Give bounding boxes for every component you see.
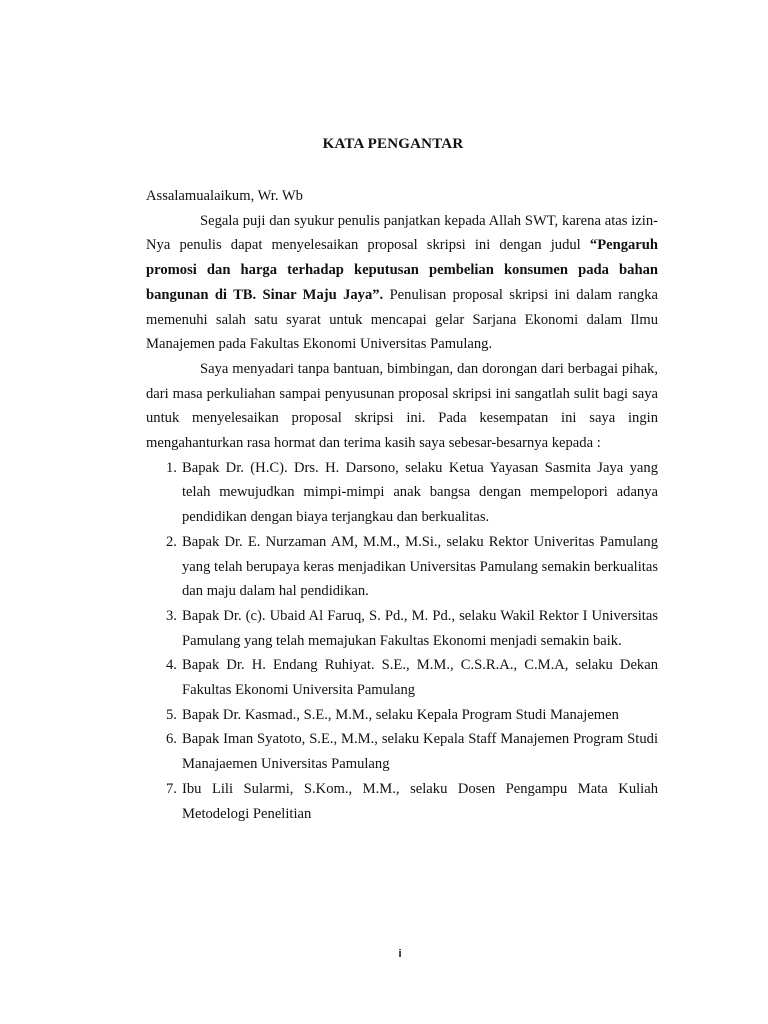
paragraph-1 — [146, 209, 658, 357]
list-item: 2. Bapak Dr. E. Nurzaman AM, M.M., M.Si., selaku Rektor Univeritas Pamulang yang telah berupaya keras menjadikan Universitas Pamulang semakin berkualitas dan maju dalam hal pendidikan. — [166, 533, 658, 600]
document-body — [146, 184, 658, 826]
list-item: 3. Bapak Dr. (c). Ubaid Al Faruq, S. Pd., M. Pd., selaku Wakil Rektor I Universitas Pamulang yang telah memajukan Fakultas Ekonomi menjadi semakin baik. — [166, 607, 658, 649]
list-text: Bapak Dr. E. Nurzaman AM, M.M., M.Si., selaku Rektor Univeritas Pamulang yang telah berupaya keras menjadikan Universitas Pamulang semakin berkualitas dan maju dalam hal pendidikan. — [182, 533, 658, 600]
list-item: 1. Bapak Dr. (H.C). Drs. H. Darsono, selaku Ketua Yayasan Sasmita Jaya yang telah mewujudkan mimpi-mimpi anak bangsa dengan mempelopori adanya pendidikan dengan biaya terjangkau dan berkualitas. — [166, 459, 658, 526]
list-item: 7. Ibu Lili Sularmi, S.Kom., M.M., selaku Dosen Pengampu Mata Kuliah Metodelogi Penelitian — [166, 780, 658, 822]
list-item: 6. Bapak Iman Syatoto, S.E., M.M., selaku Kepala Staff Manajemen Program Studi Manajaemen Universitas Pamulang — [166, 731, 658, 773]
page-title: KATA PENGANTAR — [322, 136, 464, 152]
list-item: 4. Bapak Dr. H. Endang Ruhiyat. S.E., M.M., C.S.R.A., C.M.A, selaku Dekan Fakultas Ekonomi Universita Pamulang — [166, 657, 658, 699]
acknowledgement-list — [146, 456, 658, 827]
paragraph-1-start: Segala puji dan syukur penulis panjatkan kepada Allah SWT, karena atas izin-Nya penulis dapat menyelesaikan proposal skripsi ini dengan judul — [146, 212, 658, 254]
list-text: Bapak Dr. H. Endang Ruhiyat. S.E., M.M., C.S.R.A., C.M.A, selaku Dekan Fakultas Ekonomi Universita Pamulang — [182, 657, 658, 699]
greeting: Assalamualaikum, Wr. Wb — [146, 188, 303, 204]
page-number: i — [398, 948, 402, 960]
list-text: Bapak Dr. Kasmad., S.E., M.M., selaku Kepala Program Studi Manajemen — [182, 706, 619, 723]
paragraph-1-end: Penulisan proposal skripsi ini dalam rangka memenuhi salah satu syarat untuk mencapai gelar Sarjana Ekonomi dalam Ilmu Manajemen pada Fakultas Ekonomi Universitas Pamulang. — [146, 286, 659, 353]
thesis-title: “Pengaruh promosi dan harga terhadap keputusan pembelian konsumen pada bahan bangunan di TB. Sinar Maju Jaya”. — [146, 237, 658, 303]
paragraph-2: Saya menyadari tanpa bantuan, bimbingan, dan dorongan dari berbagai pihak, dari masa perkuliahan sampai penyusunan proposal skripsi ini sangatlah sulit bagi saya untuk menyelesaikan proposal skripsi ini. Pada kesempatan ini saya ingin mengahanturkan rasa hormat dan terima kasih saya sebesar-besarnya kepada : — [146, 360, 658, 452]
list-text: Bapak Dr. (c). Ubaid Al Faruq, S. Pd., M. Pd., selaku Wakil Rektor I Universitas Pamulang yang telah memajukan Fakultas Ekonomi menjadi semakin baik. — [182, 607, 658, 649]
list-text: Bapak Dr. (H.C). Drs. H. Darsono, selaku Ketua Yayasan Sasmita Jaya yang telah mewujudkan mimpi-mimpi anak bangsa dengan mempelopori adanya pendidikan dengan biaya terjangkau dan berkualitas. — [182, 459, 658, 526]
list-text: Ibu Lili Sularmi, S.Kom., M.M., selaku Dosen Pengampu Mata Kuliah Metodelogi Penelitian — [182, 780, 658, 822]
list-text: Bapak Iman Syatoto, S.E., M.M., selaku Kepala Staff Manajemen Program Studi Manajaemen Universitas Pamulang — [182, 731, 658, 773]
list-item: 5. Bapak Dr. Kasmad., S.E., M.M., selaku Kepala Program Studi Manajemen — [166, 706, 619, 723]
